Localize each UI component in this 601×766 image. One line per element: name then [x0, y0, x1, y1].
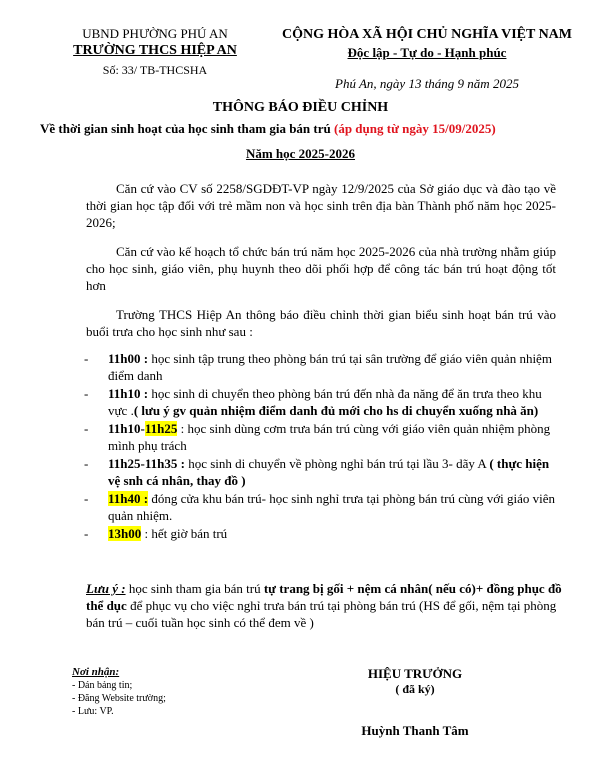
schedule-time-highlight: 13h00 — [108, 526, 142, 541]
issuer-header — [60, 26, 250, 78]
schedule-time-highlight: 11h25 — [144, 421, 178, 436]
nation-title: CỘNG HÒA XÃ HỘI CHỦ NGHĨA VIỆT NAM — [281, 27, 572, 42]
schedule-item: - 11h40 : đóng cửa khu bán trú- học sinh nghỉ trưa tại phòng bán trú cùng với giáo viên quản nhiệm. — [84, 491, 556, 523]
recipient-item: - Dán bảng tin; — [72, 680, 133, 691]
recipients-block — [72, 666, 166, 718]
recipient-item: - Lưu: VP. — [72, 706, 114, 717]
document-subtitle — [40, 121, 601, 137]
signer-name: Huỳnh Thanh Tâm — [361, 723, 469, 738]
note-text: học sinh tham gia bán trú — [125, 581, 264, 596]
school-year-text: Năm học 2025-2026 — [245, 146, 356, 161]
school-name: TRƯỜNG THCS HIỆP AN — [73, 43, 237, 58]
schedule-time-highlight: 11h40 : — [108, 491, 149, 506]
schedule-text: học sinh di chuyển theo phòng bán trú đến nhà đa năng để ăn trưa theo khu vực . — [108, 386, 542, 418]
schedule-text: : học sinh dùng cơm trưa bán trú cùng với giáo viên quản nhiệm phòng mình phụ trách — [108, 421, 551, 453]
paragraph-text: Trường THCS Hiệp An thông báo điều chỉnh thời gian biểu sinh hoạt bán trú vào buổi trưa cho học sinh như sau : — [86, 307, 556, 339]
schedule-note: ( thực hiện vệ snh cá nhân, thay đồ ) — [108, 456, 550, 488]
subtitle-main: Về thời gian sinh hoạt của học sinh tham gia bán trú — [40, 121, 334, 136]
schedule-item: - 11h10-11h25 : học sinh dùng cơm trưa bán trú cùng với giáo viên quản nhiệm phòng mình phụ trách — [84, 421, 551, 453]
recipients-title: Nơi nhận: — [72, 666, 120, 678]
document-title: THÔNG BÁO ĐIỀU CHỈNH — [212, 100, 389, 115]
note-text-rest: để phục vụ cho việc nghỉ trưa bán trú tại phòng bán trú (HS để gối, nệm tại phòng bán trú – cuối tuần học sinh có thể đem về ) — [86, 598, 557, 630]
paragraph-announcement — [86, 306, 556, 340]
schedule-time: 11h00 : — [108, 351, 149, 366]
paragraph-text: Căn cứ vào kế hoạch tổ chức bán trú năm học 2025-2026 của nhà trường nhằm giúp cho học sinh, giáo viên, phụ huynh theo dõi phối hợp để công tác bán trú hoạt động tốt hơn — [86, 244, 556, 293]
paragraph-legal-basis-1 — [86, 180, 556, 231]
schedule-item: - 13h00 : hết giờ bán trú — [84, 526, 228, 541]
schedule-item: - 11h00 : học sinh tập trung theo phòng bán trú tại sân trường để giáo viên quản nhiệm điểm danh — [84, 351, 552, 383]
paragraph-text: Căn cứ vào CV số 2258/SGDĐT-VP ngày 12/9/2025 của Sở giáo dục và đào tạo về thời gian học tập đối với trẻ mầm non và học sinh trên địa bàn Thành phố năm học 2025-2026; — [86, 181, 556, 230]
schedule-item: - 11h10 : học sinh di chuyển theo phòng bán trú đến nhà đa năng để ăn trưa theo khu vực .( lưu ý gv quản nhiệm điểm danh đủ mới cho hs di chuyển xuống nhà ăn) — [84, 386, 542, 418]
national-header — [262, 26, 592, 92]
school-year — [0, 146, 601, 162]
signature-status: ( đã ký) — [395, 682, 435, 696]
schedule-time: 11h10 : — [108, 386, 149, 401]
signer-role: HIỆU TRƯỞNG — [367, 666, 463, 681]
schedule-item: - 11h25-11h35 : học sinh di chuyển về phòng nghỉ bán trú tại lầu 3- dãy A ( thực hiện vệ snh cá nhân, thay đồ ) — [84, 456, 550, 488]
note-requirement: tự trang bị gối + nệm cá nhân( nếu có)+ đồng phục đồ thể dục — [86, 581, 562, 613]
schedule-list — [84, 350, 562, 543]
schedule-time: 11h10- — [108, 421, 145, 436]
schedule-text: đóng cửa khu bán trú- học sinh nghỉ trưa tại phòng bán trú cùng với giáo viên quản nhiệm. — [108, 491, 556, 523]
org-parent: UBND PHƯỜNG PHÚ AN — [82, 26, 228, 41]
note-paragraph — [86, 580, 562, 631]
recipient-item: - Đăng Website trường; — [72, 693, 166, 704]
paragraph-legal-basis-2 — [86, 243, 556, 294]
subtitle-effective-date: (áp dụng từ ngày 15/09/2025) — [333, 121, 496, 136]
schedule-text: học sinh tập trung theo phòng bán trú tại sân trường để giáo viên quản nhiệm điểm danh — [108, 351, 552, 383]
note-label: Lưu ý : — [86, 581, 126, 596]
place-date: Phú An, ngày 13 tháng 9 năm 2025 — [335, 76, 519, 91]
schedule-time: 11h25-11h35 : — [108, 456, 185, 471]
signature-block — [340, 666, 490, 739]
schedule-text: : hết giờ bán trú — [141, 526, 228, 541]
national-motto: Độc lập - Tự do - Hạnh phúc — [347, 45, 507, 60]
document-number: Số: 33/ TB-THCSHA — [102, 63, 208, 77]
schedule-note: ( lưu ý gv quản nhiệm điểm danh đủ mới cho hs di chuyển xuống nhà ăn) — [133, 403, 539, 418]
schedule-text: học sinh di chuyển về phòng nghỉ bán trú tại lầu 3- dãy A — [184, 456, 490, 471]
